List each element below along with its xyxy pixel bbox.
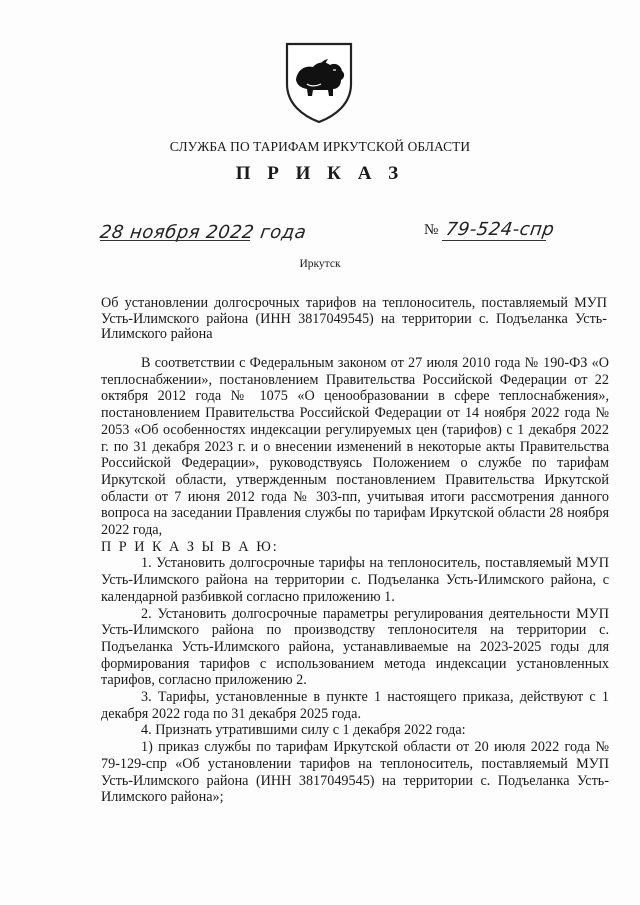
coat-of-arms-emblem bbox=[283, 40, 355, 124]
agency-name: СЛУЖБА ПО ТАРИФАМ ИРКУТСКОЙ ОБЛАСТИ bbox=[169, 139, 471, 154]
order-title: Об установлении долгосрочных тарифов на теплоноситель, поставляемый МУП Усть-Илимского района (ИНН 3817049545) на территории с. Подъеланка Усть-Илимского района bbox=[101, 295, 607, 342]
order-item-4: 4. Признать утратившими силу с 1 декабря 2022 года: bbox=[141, 722, 466, 739]
orders-heading: П Р И К А З Ы В А Ю: bbox=[101, 538, 279, 555]
preamble-paragraph: В соответствии с Федеральным законом от 27 июля 2010 года № 190-ФЗ «О теплоснабжении», постановлением Правительства Российской Федерации от 22 октября 2012 года № 1075 «О ценообразовании в сфере теплоснабжения», постановлением Правительства Российской Федерации от 14 ноября 2022 года № 2053 «Об особенностях индексации регулируемых цен (тарифов) с 1 декабря 2022 г. по 31 декабря 2023 г. и о внесении изменений в некоторые акты Правительства Российской Федерации», руководствуясь Положением о службе по тарифам Иркутской области, утвержденным постановлением Правительства Иркутской области от 7 июня 2012 года № 303-пп, учитывая итоги рассмотрения данного вопроса на заседании Правления службы по тарифам Иркутской области 28 ноября 2022 года, bbox=[101, 355, 609, 539]
number-underline bbox=[442, 240, 546, 241]
order-body bbox=[101, 355, 609, 806]
order-item-1: 1. Установить долгосрочные тарифы на теплоноситель, поставляемый МУП Усть-Илимского района на территории с. Подъеланка Усть-Илимского района, с календарной разбивкой согласно приложению 1. bbox=[101, 555, 609, 605]
order-item-3: 3. Тарифы, установленные в пункте 1 настоящего приказа, действуют с 1 декабря 2022 года по 31 декабря 2025 года. bbox=[101, 689, 609, 722]
order-item-2: 2. Установить долгосрочные параметры регулирования деятельности МУП Усть-Илимского района по производству теплоносителя на территории с. Подъеланка Усть-Илимского района, устанавливаемые на 2023-2025 годы для формирования тарифов с использованием метода индексации установленных тарифов, согласно приложению 2. bbox=[101, 605, 609, 689]
handwritten-order-number: 79-524-спр bbox=[444, 219, 556, 240]
order-item-4-subitem-1: 1) приказ службы по тарифам Иркутской области от 20 июля 2022 года № 79-129-спр «Об установлении тарифов на теплоноситель, поставляемый МУП Усть-Илимского района (ИНН 3817049545) на территории с. Подъеланка Усть-Илимского района»; bbox=[101, 739, 609, 806]
number-sign: № bbox=[424, 222, 439, 238]
date-underline bbox=[100, 240, 250, 241]
handwritten-date: 28 ноября 2022 года bbox=[98, 222, 308, 243]
city-name: Иркутск bbox=[299, 258, 341, 270]
document-type-title: П Р И К А З bbox=[235, 163, 405, 184]
